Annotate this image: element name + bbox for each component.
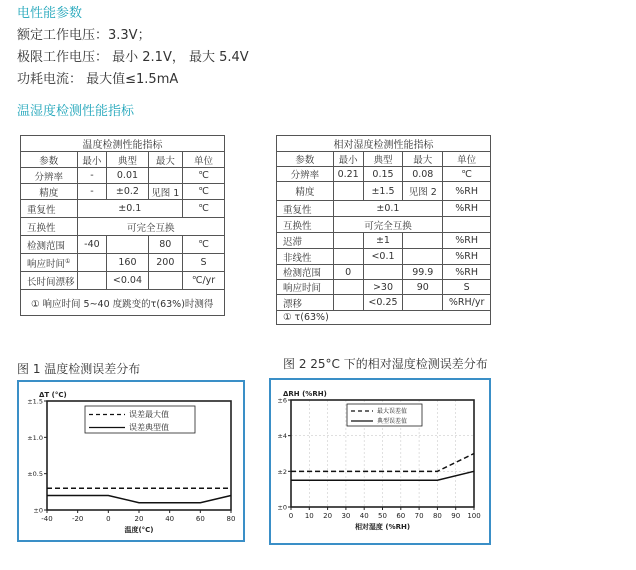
y-tick-label: ±0 [33, 506, 43, 515]
table-cell: 非线性 [277, 249, 334, 265]
table-cell [333, 233, 363, 249]
table-cell: 见图 2 [403, 182, 443, 201]
table-cell: ℃ [443, 167, 491, 182]
table-cell [363, 265, 403, 280]
table-cell [403, 233, 443, 249]
table-row [21, 184, 225, 200]
table-cell: 0.08 [403, 167, 443, 182]
table-cell [333, 249, 363, 265]
table-row [21, 254, 225, 272]
table-cell: ±0.1 [333, 201, 442, 217]
header-cell: 单位 [183, 152, 225, 168]
table-cell: 长时间漂移 [21, 272, 78, 290]
x-tick-label: 50 [378, 512, 387, 520]
x-tick-label: -20 [71, 515, 84, 523]
x-tick-label: 90 [451, 512, 461, 520]
table-cell [403, 249, 443, 265]
table-cell: 分辨率 [277, 167, 334, 182]
x-tick-label: 10 [304, 512, 314, 520]
table-cell [77, 254, 107, 272]
footnote-marker: ① [65, 257, 71, 265]
table-cell: %RH/yr [443, 295, 491, 311]
y-tick-label: ±6 [277, 396, 287, 405]
table-cell: 响应时间 [277, 280, 334, 295]
temp-table-note: ① 响应时间 5~40 度跳变的τ(63%)时测得 [21, 290, 225, 316]
table-row [21, 168, 225, 184]
table-cell [148, 168, 182, 184]
table-cell: 互换性 [277, 217, 334, 233]
table-cell: 精度 [21, 184, 78, 200]
x-tick-label: 80 [226, 515, 236, 523]
table-row [277, 152, 491, 167]
legend-label: 误差最大值 [129, 410, 169, 420]
temperature-error-chart [19, 382, 243, 540]
table-cell: 重复性 [21, 200, 78, 218]
table-cell: 见图 1 [148, 184, 182, 200]
table-cell: %RH [443, 233, 491, 249]
table-cell: 精度 [277, 182, 334, 201]
table-cell: ℃/yr [183, 272, 225, 290]
table-row [277, 217, 491, 233]
x-tick-label: 20 [134, 515, 144, 523]
temperature-spec-table [20, 135, 225, 316]
table-cell: 80 [148, 236, 182, 254]
table-cell: 可完全互换 [333, 217, 442, 233]
y-tick-label: ±2 [277, 467, 287, 476]
table-cell [77, 272, 107, 290]
table-cell: %RH [443, 265, 491, 280]
table-cell: 99.9 [403, 265, 443, 280]
table-cell: %RH [443, 201, 491, 217]
header-cell: 最小 [333, 152, 363, 167]
x-tick-label: 60 [195, 515, 205, 523]
table-cell: <0.1 [363, 249, 403, 265]
table-cell: 检测范围 [277, 265, 334, 280]
table-cell: 0.21 [333, 167, 363, 182]
current-line: 功耗电流： 最大值≤1.5mA [17, 72, 179, 87]
table-cell: ℃ [183, 184, 225, 200]
table-cell: S [443, 280, 491, 295]
table-cell [403, 295, 443, 311]
table-cell: 0 [333, 265, 363, 280]
hum-table-title: 相对湿度检测性能指标 [277, 136, 491, 152]
table-row [277, 182, 491, 201]
response-label: 响应时间 [27, 258, 66, 270]
y-tick-label: ±1.0 [27, 433, 43, 442]
table-cell [148, 272, 182, 290]
table-cell [333, 295, 363, 311]
table-cell: ℃ [183, 200, 225, 218]
figure2-caption: 图 2 25°C 下的相对湿度检测误差分布 [283, 357, 488, 371]
table-cell: 90 [403, 280, 443, 295]
table-cell: %RH [443, 249, 491, 265]
table-cell [333, 280, 363, 295]
table-cell [21, 254, 78, 272]
x-tick-label: 0 [106, 515, 111, 523]
y-axis-label: ΔRH (%RH) [283, 390, 327, 398]
table-row [21, 200, 225, 218]
humidity-error-chart [271, 380, 489, 543]
table-cell: 互换性 [21, 218, 78, 236]
figure1-caption: 图 1 温度检测误差分布 [17, 362, 141, 376]
y-tick-label: ±4 [277, 432, 287, 441]
table-row [21, 272, 225, 290]
humidity-spec-table [276, 135, 491, 325]
header-cell: 参数 [21, 152, 78, 168]
table-row [277, 280, 491, 295]
table-cell: - [77, 168, 107, 184]
series-line [47, 495, 231, 502]
x-tick-label: 30 [341, 512, 351, 520]
table-cell: <0.04 [107, 272, 148, 290]
x-tick-label: 60 [396, 512, 406, 520]
table-cell: 160 [107, 254, 148, 272]
header-cell: 最小 [77, 152, 107, 168]
section-heading-performance: 温湿度检测性能指标 [17, 104, 135, 119]
table-cell: ±1 [363, 233, 403, 249]
table-cell: ±0.1 [77, 200, 183, 218]
x-axis-label: 相对湿度 (%RH) [354, 523, 411, 531]
table-cell: 分辨率 [21, 168, 78, 184]
header-cell: 最大 [403, 152, 443, 167]
table-cell: ℃ [183, 236, 225, 254]
table-cell [107, 236, 148, 254]
x-tick-label: -40 [41, 515, 53, 523]
y-tick-label: ±0 [277, 503, 287, 512]
table-cell [443, 217, 491, 233]
table-cell: 重复性 [277, 201, 334, 217]
x-tick-label: 100 [467, 512, 481, 520]
table-cell: >30 [363, 280, 403, 295]
table-row [21, 152, 225, 168]
table-row [277, 167, 491, 182]
table-cell: ±0.2 [107, 184, 148, 200]
rated-voltage-line: 额定工作电压：3.3V； [17, 28, 151, 43]
table-row [277, 201, 491, 217]
table-row [21, 236, 225, 254]
table-cell: <0.25 [363, 295, 403, 311]
header-cell: 参数 [277, 152, 334, 167]
table-cell: ℃ [183, 168, 225, 184]
table-row [277, 295, 491, 311]
x-axis-label: 温度(°C) [124, 526, 154, 534]
header-cell: 典型 [107, 152, 148, 168]
y-tick-label: ±1.5 [27, 397, 43, 406]
section-heading-electrical: 电性能参数 [17, 6, 83, 21]
table-cell: ±1.5 [363, 182, 403, 201]
table-cell: 漂移 [277, 295, 334, 311]
table-row [277, 233, 491, 249]
table-cell: 检测范围 [21, 236, 78, 254]
table-cell: 200 [148, 254, 182, 272]
header-cell: 单位 [443, 152, 491, 167]
x-tick-label: 40 [359, 512, 369, 520]
figure1-chart-frame [17, 380, 245, 542]
figure2-chart-frame [269, 378, 491, 545]
table-cell: 迟滞 [277, 233, 334, 249]
table-row [21, 218, 225, 236]
table-row [277, 265, 491, 280]
table-cell: S [183, 254, 225, 272]
table-cell: -40 [77, 236, 107, 254]
table-cell: 0.15 [363, 167, 403, 182]
table-cell: 可完全互换 [77, 218, 224, 236]
x-tick-label: 40 [165, 515, 175, 523]
y-axis-label: ΔT (°C) [39, 391, 67, 399]
x-tick-label: 20 [323, 512, 333, 520]
x-tick-label: 80 [432, 512, 442, 520]
x-tick-label: 70 [414, 512, 424, 520]
x-tick-label: 0 [288, 512, 294, 520]
legend-label: 误差典型值 [129, 423, 169, 433]
header-cell: 最大 [148, 152, 182, 168]
table-cell: - [77, 184, 107, 200]
header-cell: 典型 [363, 152, 403, 167]
hum-table-note: ① τ(63%) [277, 311, 491, 325]
table-cell: %RH [443, 182, 491, 201]
table-cell [333, 182, 363, 201]
legend-label: 典型误差值 [377, 418, 408, 425]
y-tick-label: ±0.5 [27, 470, 43, 479]
table-cell: 0.01 [107, 168, 148, 184]
temp-table-title: 温度检测性能指标 [21, 136, 225, 152]
limit-voltage-line: 极限工作电压： 最小 2.1V， 最大 5.4V [17, 50, 249, 65]
table-row [277, 249, 491, 265]
legend-label: 最大误差值 [377, 408, 408, 415]
